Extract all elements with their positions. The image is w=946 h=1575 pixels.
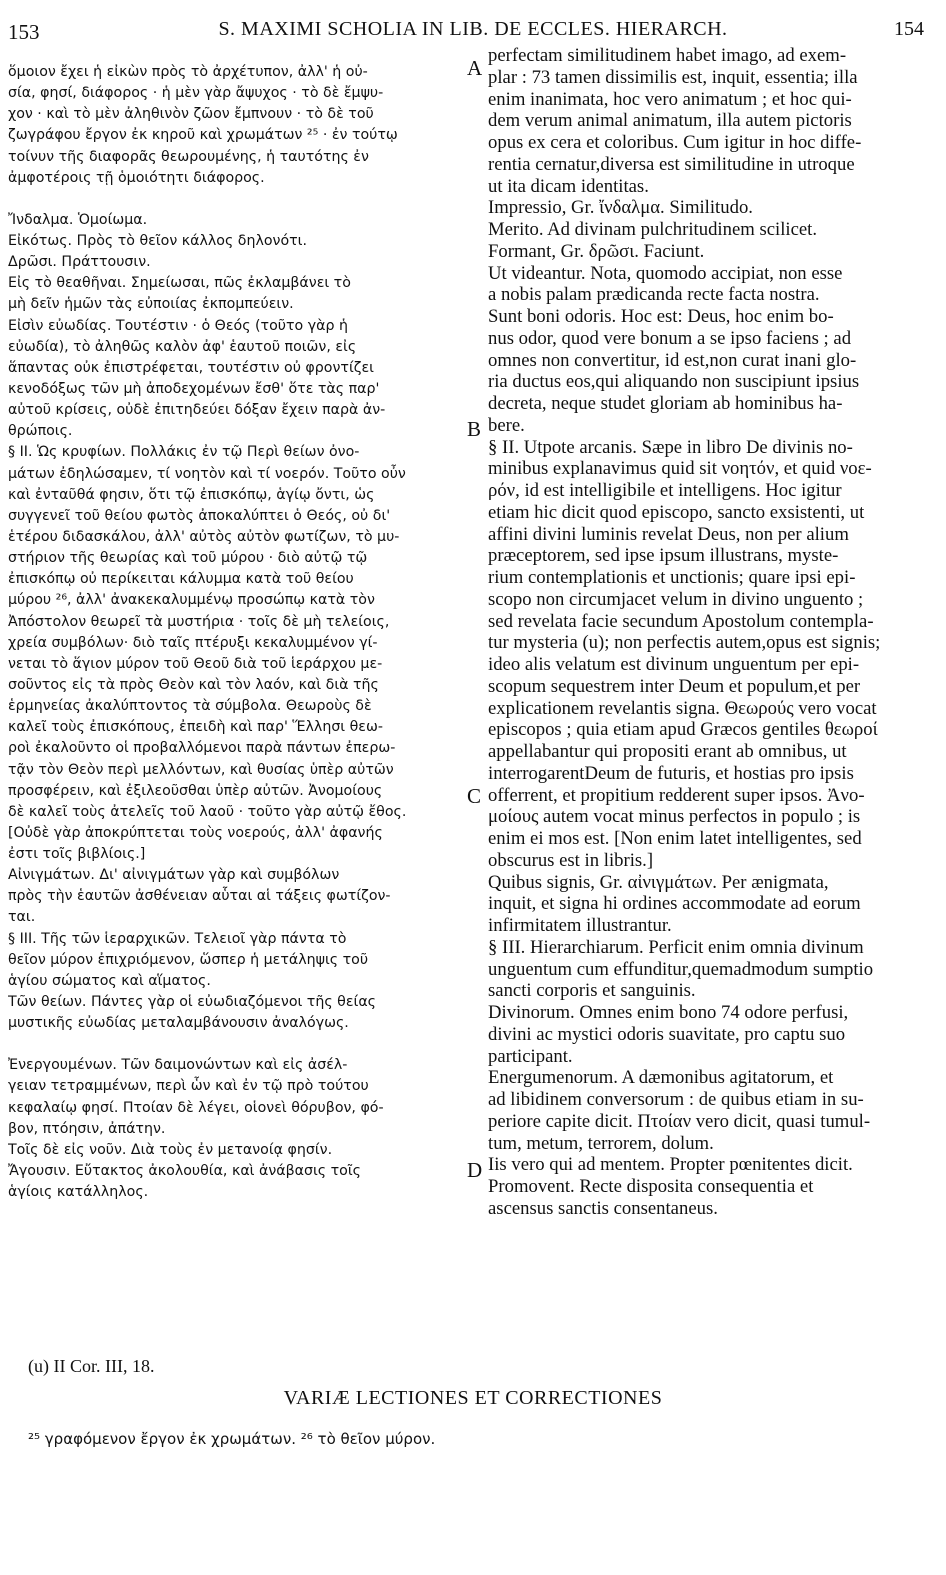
latin-line: μοίους autem vocat minus perfectos in populo ; is — [488, 806, 861, 828]
latin-line: Impressio, Gr. ἴνδαλμα. Similitudo. — [488, 197, 753, 219]
greek-line: στήριον τῆς θεωρίας καὶ τοῦ μύρου · διὸ αὐτῷ τῷ — [8, 550, 368, 567]
latin-line: Divinorum. Omnes enim bono 74 odore perfusi, — [488, 1002, 849, 1023]
greek-line: δὲ καλεῖ τοὺς ἀτελεῖς τοῦ λαοῦ · τοῦτο γὰρ αὐτῷ ἔθος. — [8, 803, 407, 820]
latin-line: Ut videantur. Nota, quomodo accipiat, non esse — [488, 262, 843, 284]
greek-column — [8, 62, 464, 1203]
greek-line: ἐστι τοῖς βιβλίοις.] — [8, 846, 146, 863]
greek-line: Δρῶσι. Πράττουσιν. — [8, 254, 151, 271]
greek-line: ὅμοιον ἔχει ἡ εἰκὼν πρὸς τὸ ἀρχέτυπον, ἀλλ' ἡ οὐ- — [8, 64, 368, 80]
latin-line: scopo non circumjacet velum in divino unguento ; — [488, 588, 864, 610]
greek-line: ζωγράφου ἔργον ἐκ κηροῦ καὶ χρωμάτων ²⁵ · ἐν τούτῳ — [8, 127, 398, 144]
greek-line: εὐωδία), τὸ ἀληθῶς καλὸν ἀφ' ἑαυτοῦ ποιῶν, εἰς — [8, 338, 357, 355]
latin-line: sed revelata facie secundum Apostolum contempla- — [488, 610, 874, 632]
latin-line: etiam hic dicit quod episcopo, sancto exsistenti, ut — [488, 501, 865, 523]
latin-line: obscurus est in libris.] — [488, 849, 654, 871]
greek-line: Εἰς τὸ θεαθῆναι. Σημείωσαι, πῶς ἐκλαμβάνει τὸ — [8, 275, 351, 292]
running-title: S. MAXIMI SCHOLIA IN LIB. DE ECCLES. HIERARCH. — [218, 18, 728, 40]
greek-line: Εἰσὶν εὐωδίας. Τουτέστιν · ὁ Θεός (τοῦτο γὰρ ἡ — [8, 317, 348, 334]
latin-line: Merito. Ad divinam pulchritudinem scilicet. — [488, 219, 818, 240]
greek-line: σοῦντος εἰς τὰ πρὸς Θεὸν καὶ τὸν λαόν, καὶ διὰ τῆς — [8, 676, 379, 693]
greek-line: γειαν τετραμμένων, περὶ ὧν καὶ ἐν τῷ πρὸ τούτου — [8, 1078, 369, 1095]
greek-line: Ἄγουσιν. Εὔτακτος ἀκολουθία, καὶ ἀνάβασις τοῖς — [8, 1163, 361, 1180]
margin-letter-a: A — [467, 56, 483, 80]
latin-line: infirmitatem illustrantur. — [488, 915, 672, 936]
latin-line: § III. Hierarchiarum. Perficit enim omnia divinum — [488, 936, 864, 958]
greek-line: Τῶν θείων. Πάντες γὰρ οἱ εὐωδιαζόμενοι τῆς θείας — [8, 994, 377, 1011]
latin-line: minibus explanavimus quid sit νοητόν, et quid νοε- — [488, 458, 872, 480]
greek-line: χρεία συμβόλων· διὸ ταῖς πτέρυξι κεκαλυμμένον γί- — [8, 634, 378, 651]
greek-line: ἀμφοτέροις τῇ ὁμοιότητι διάφορος. — [8, 169, 265, 186]
latin-line: interrogarentDeum de futuris, et hostias pro ipsis — [488, 762, 854, 784]
latin-line: periore capite dicit. Πτοίαν vero dicit, quasi tumul- — [488, 1110, 871, 1132]
greek-line: Εἰκότως. Πρὸς τὸ θεῖον κάλλος δηλονότι. — [8, 232, 307, 249]
greek-line: ἅπαντας οὐκ ἐπιστρέφεται, τουτέστιν οὐ φροντίζει — [8, 359, 374, 376]
latin-line: Formant, Gr. δρῶσι. Faciunt. — [488, 240, 705, 262]
latin-line: participant. — [488, 1045, 573, 1067]
greek-line: νεται τὸ ἅγιον μύρον τοῦ Θεοῦ διὰ τοῦ ἱεράρχου με- — [8, 655, 383, 672]
latin-line: ut ita dicam identitas. — [488, 175, 649, 197]
latin-line: omnes non convertitur, id est,non curat inani glo- — [488, 349, 857, 371]
latin-line: offerrent, et propitium redderent super ipsos. Ἀνο- — [488, 784, 865, 806]
greek-line: αὐτοῦ κρίσεις, οὐδὲ ἐπιτηδεύει δόξαν ἔχειν παρὰ ἀν- — [8, 402, 386, 419]
left-page-number: 153 — [8, 20, 40, 44]
greek-line: § III. Τῆς τῶν ἱεραρχικῶν. Τελειοῖ γὰρ πάντα τὸ — [8, 930, 347, 947]
latin-line: ascensus sanctis consentaneus. — [488, 1197, 718, 1219]
latin-line: tum, metum, terrorem, dolum. — [488, 1132, 714, 1154]
greek-line: θεῖον μύρον ἐπιχριόμενον, ὥσπερ ἡ μετάληψις τοῦ — [8, 951, 369, 968]
greek-line: κεφαλαίῳ φησί. Πτοίαν δὲ λέγει, οἱονεὶ θόρυβον, φό- — [8, 1099, 384, 1116]
greek-line: Τοῖς δὲ εἰς νοῦν. Διὰ τοὺς ἐν μετανοίᾳ φησίν. — [8, 1141, 333, 1158]
greek-line: καλεῖ τοὺς ἐπισκόπους, ἐπειδὴ καὶ παρ' Ἕλλησι θεω- — [8, 719, 383, 736]
greek-line: [Οὐδὲ γὰρ ἀποκρύπτεται τοὺς νοερούς, ἀλλ' ἀφανής — [8, 824, 383, 841]
latin-line: tur mysteria (u); non perfectis autem,opus est signis; — [488, 632, 881, 654]
greek-line: Αἰνιγμάτων. Δι' αἰνιγμάτων γὰρ καὶ συμβόλων — [8, 867, 340, 884]
latin-line: Promovent. Recte disposita consequentia et — [488, 1176, 814, 1197]
latin-line: ρόν, id est intelligibile et intelligens. Hoc igitur — [488, 480, 842, 501]
greek-line: τοίνυν τῆς διαφορᾶς θεωρουμένης, ἡ ταυτότης ἐν — [8, 148, 369, 165]
latin-line: § II. Utpote arcanis. Sæpe in libro De divinis no- — [488, 436, 853, 458]
latin-column — [488, 45, 934, 1220]
greek-line: ἑτέρου διδασκάλου, ἀλλ' αὐτὸς αὐτὸν φωτίζων, τὸ μυ- — [8, 528, 400, 545]
latin-line: opus ex cera et coloribus. Cum igitur in hoc diffe- — [488, 132, 862, 153]
latin-line: scopum sequestrem inter Deum et populum,et per — [488, 675, 861, 697]
latin-line: nus odor, quod vere bonum a se ipso faciens ; ad — [488, 327, 852, 349]
latin-line: Energumenorum. A dæmonibus agitatorum, et — [488, 1067, 834, 1089]
greek-line: Ἀπόστολον θεωρεῖ τὰ μυστήρια · τοῖς δὲ μὴ τελείοις, — [8, 613, 390, 630]
latin-line: unguentum cum effunditur,quemadmodum sumptio — [488, 958, 874, 980]
greek-line: πρὸς τὴν ἑαυτῶν ἀσθένειαν αὗται αἱ τάξεις φωτίζον- — [8, 888, 391, 905]
greek-line: μύρου ²⁶, ἀλλ' ἀνακεκαλυμμένῳ προσώπῳ κατὰ τὸν — [8, 592, 375, 609]
greek-line: Ἴνδαλμα. Ὁμοίωμα. — [8, 211, 148, 228]
greek-line: κενοδόξως τῶν μὴ ἀποδεχομένων ἔσθ' ὅτε τὰς παρ' — [8, 380, 380, 397]
latin-line: enim ei mos est. [Non enim latet intelligentes, sed — [488, 828, 862, 849]
greek-line: ροὶ ἐκαλοῦντο οἱ προβαλλόμενοι παρὰ πάντων ἐπερω- — [8, 740, 396, 757]
latin-line: affini divini luminis revelat Deus, non per alium — [488, 523, 849, 545]
latin-line: Iis vero qui ad mentem. Propter pœnitentes dicit. — [488, 1154, 853, 1176]
greek-line: ἑρμηνείας ἀκαλύπτοντος τὰ σύμβολα. Θεωροὺς δὲ — [8, 698, 372, 715]
greek-line: ται. — [8, 909, 36, 926]
latin-line: sancti corporis et sanguinis. — [488, 980, 696, 1002]
latin-line: Sunt boni odoris. Hoc est: Deus, hoc enim bo- — [488, 306, 834, 327]
greek-line: συγγενεῖ τοῦ θείου φωτὸς ἀποκαλύπτει ὁ Θεός, οὐ δι' — [8, 507, 391, 524]
greek-line: βον, πτόησιν, ἀπάτην. — [8, 1120, 166, 1137]
footnote: (u) II Cor. III, 18. — [28, 1356, 155, 1376]
greek-gap — [8, 189, 464, 210]
right-page-number: 154 — [894, 18, 924, 40]
latin-line: inquit, et signa hi ordines accommodate ad eorum — [488, 893, 861, 915]
greek-line: ἐπισκόπῳ οὐ περίκειται κάλυμμα κατὰ τοῦ θείου — [8, 571, 354, 588]
greek-line: προσφέρειν, καὶ ἐξιλεοῦσθαι ὑπὲρ αὐτῶν. Ἀνομοίους — [8, 782, 383, 799]
latin-line: perfectam similitudinem habet imago, ad exem- — [488, 45, 847, 66]
latin-line: rentia cernatur,diversa est similitudine in utroque — [488, 153, 855, 175]
latin-line: divini ac mystici odoris suavitate, pro captu suo — [488, 1023, 846, 1045]
latin-line: episcopos ; quia etiam apud Græcos gentiles θεωροί — [488, 719, 878, 741]
greek-line: ἁγίοις κατάλληλος. — [8, 1184, 149, 1201]
variant-readings: ²⁵ γραφόμενον ἔργον ἐκ χρωμάτων. ²⁶ τὸ θεῖον μύρον. — [28, 1430, 436, 1448]
greek-line: χον · καὶ τὸ μὲν ἀληθινὸν ζῶον ἔμπνουν · τὸ δὲ τοῦ — [8, 106, 374, 123]
latin-line: præceptorem, sed ipse ipsum illustrans, myste- — [488, 545, 839, 567]
latin-line: dem verum animal animatum, illa autem pictoris — [488, 110, 852, 132]
latin-line: Quibus signis, Gr. αἰνιγμάτων. Per ænigmata, — [488, 871, 829, 893]
greek-line: μυστικῆς εὐωδίας μεταλαμβάνουσιν ἀναλόγως. — [8, 1015, 349, 1032]
margin-letter-d: D — [467, 1158, 483, 1182]
latin-line: plar : 73 tamen dissimilis est, inquit, essentia; illa — [488, 66, 858, 88]
greek-line: μὴ δεῖν ἡμῶν τὰς εὐποιίας ἐκπομπεύειν. — [8, 296, 294, 313]
latin-line: bere. — [488, 414, 525, 436]
latin-line: ad libidinem conversorum : de quibus etiam in su- — [488, 1089, 864, 1110]
latin-line: explicationem revelantis signa. Θεωρούς vero vocat — [488, 697, 877, 719]
margin-letter-b: B — [467, 417, 482, 441]
greek-line: Ἐνεργουμένων. Τῶν δαιμονώντων καὶ εἰς ἀσέλ- — [8, 1057, 348, 1074]
greek-line: σία, φησί, διάφορος · ἡ μὲν γὰρ ἄψυχος · τὸ δὲ ἔμψυ- — [8, 85, 384, 102]
latin-line: enim inanimata, hoc vero animatum ; et hoc qui- — [488, 88, 852, 110]
greek-line: θρώποις. — [8, 423, 73, 440]
greek-line: καὶ ἐνταῦθά φησιν, ὅτι τῷ ἐπισκόπῳ, ἁγίῳ ὄντι, ὡς — [8, 486, 375, 503]
latin-line: rium contemplationis et unctionis; quare ipsi epi- — [488, 567, 856, 588]
latin-line: ria ductus eos,qui aliquando non suscipiunt ipsius — [488, 371, 860, 393]
latin-line: decreta, neque studet gloriam ab hominibus ha- — [488, 393, 843, 414]
greek-line: ἁγίου σώματος καὶ αἵματος. — [8, 972, 211, 989]
latin-line: a nobis palam prædicanda recte facta nostra. — [488, 284, 820, 306]
margin-letter-c: C — [467, 784, 482, 808]
variae-heading: VARIÆ LECTIONES ET CORRECTIONES — [283, 1387, 663, 1409]
latin-line: ideo alis velatum est divinum unguentum per epi- — [488, 654, 860, 675]
greek-line: μάτων ἐδηλώσαμεν, τί νοητὸν καὶ τί νοερόν. Τοῦτο οὖν — [8, 465, 406, 482]
greek-line: § II. Ὡς κρυφίων. Πολλάκις ἐν τῷ Περὶ θείων ὀνο- — [8, 444, 360, 461]
greek-line: τᾷν τὸν Θεὸν περὶ μελλόντων, καὶ θυσίας ὑπὲρ αὐτῶν — [8, 761, 394, 778]
greek-gap — [8, 1034, 464, 1055]
latin-line: appellabantur qui propositi erant ab omnibus, ut — [488, 741, 847, 762]
